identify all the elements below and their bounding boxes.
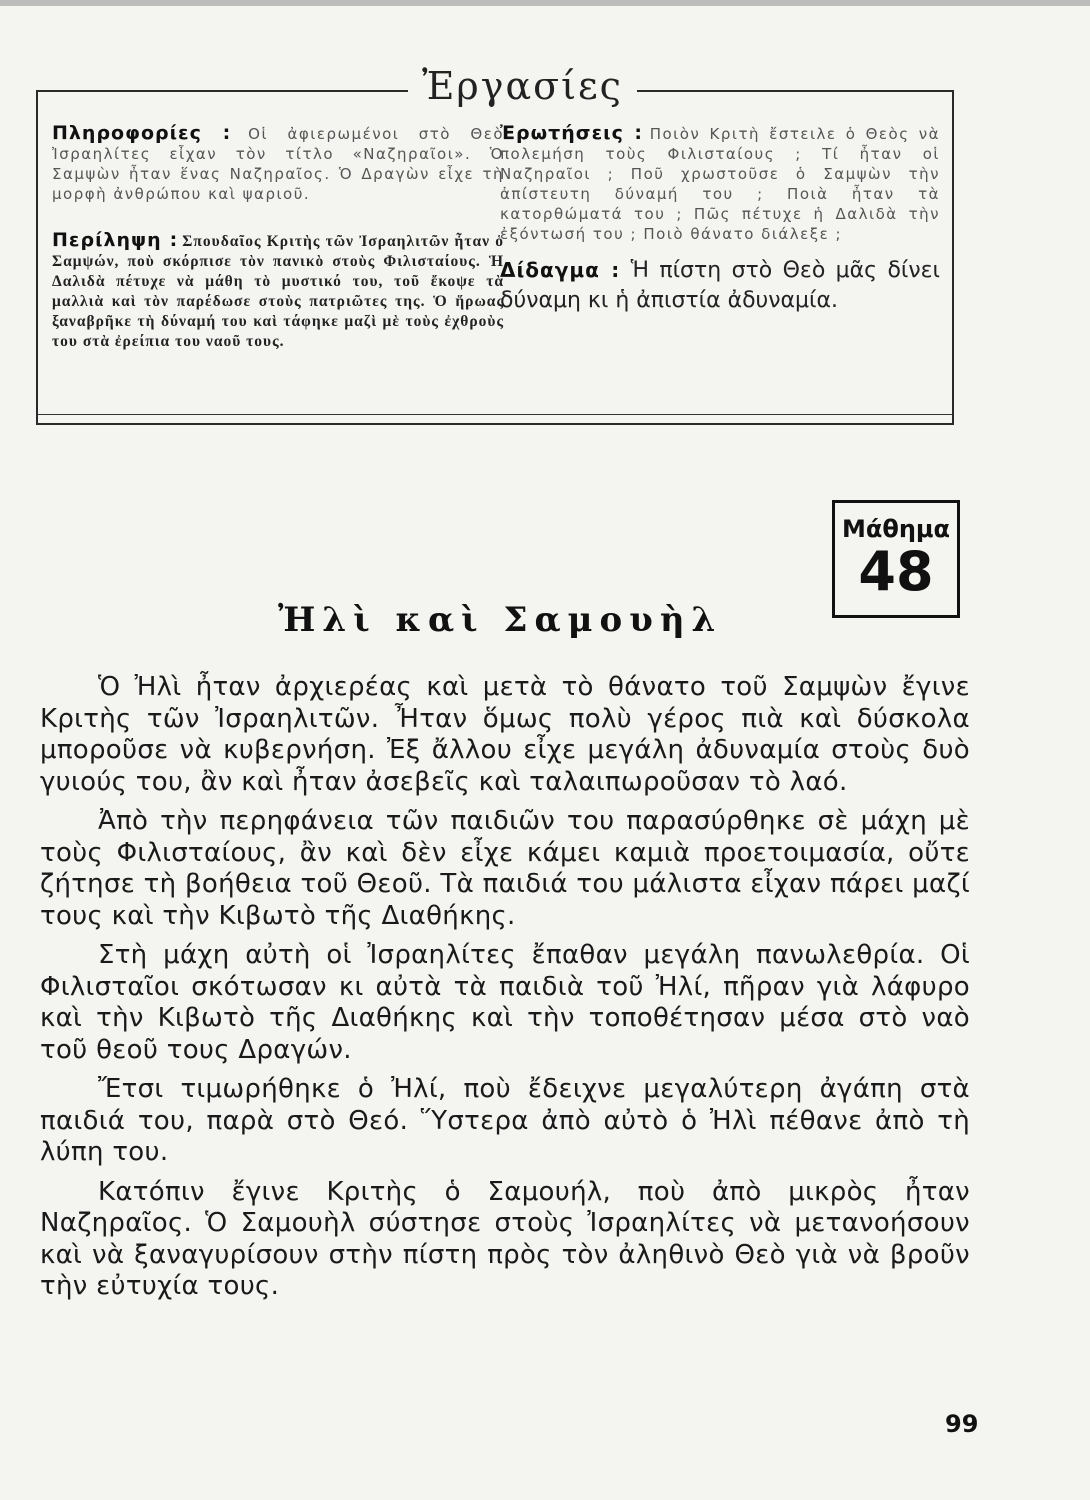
chapter-body xyxy=(40,672,970,1311)
body-paragraph-4: Ἔτσι τιμωρήθηκε ὁ Ἠλί, ποὺ ἔδειχνε μεγαλύτερη ἀγάπη στὰ παιδιά του, παρὰ στὸ Θεό. Ὕστερα ἀπὸ αὐτὸ ὁ Ἠλὶ πέθανε ἀπὸ τὴ λύπη του. xyxy=(40,1074,970,1167)
summary-text: Σπουδαῖος Κριτὴς τῶν Ἰσραηλιτῶν ἦταν ὁ Σαμψών, ποὺ σκόρπισε τὸν πανικὸ στοὺς Φιλισταίους. Ἡ Δαλιδὰ πέτυχε νὰ μάθη τὸ μυστικό του, τοῦ ἔκοψε τὰ μαλλιὰ καὶ τὸν παρέδωσε στοὺς πατριῶτες της. Ὁ ἥρωας ξαναβρῆκε τὴ δύναμή του καὶ τάφηκε μαζὶ μὲ τοὺς ἐχθροὺς του στὰ ἐρείπια του ναοῦ τους. xyxy=(52,233,505,350)
questions-paragraph xyxy=(500,124,940,245)
lesson-label: Δίδαγμα : xyxy=(500,258,621,282)
info-paragraph xyxy=(52,124,504,205)
exercises-box xyxy=(36,64,954,425)
lesson-paragraph xyxy=(500,255,940,316)
chapter-title: Ἠλὶ καὶ Σαμουὴλ xyxy=(278,600,723,640)
lesson-badge xyxy=(832,500,960,618)
body-paragraph-5: Κατόπιν ἔγινε Κριτὴς ὁ Σαμουήλ, ποὺ ἀπὸ μικρὸς ἦταν Ναζηραῖος. Ὁ Σαμουὴλ σύστησε στοὺς Ἰσραηλίτες νὰ μετανοήσουν καὶ νὰ ξαναγυρίσουν στὴν πίστη πρὸς τὸν ἀληθινὸ Θεὸ γιὰ νὰ βροῦν τὴν εὐτυχία τους. xyxy=(40,1176,970,1301)
questions-text: Ποιὸν Κριτὴ ἔστειλε ὁ Θεὸς νὰ πολεμήση τοὺς Φιλισταίους ; Τί ἦταν οἱ Ναζηραῖοι ; Ποῦ χρωστοῦσε ὁ Σαμψὼν τὴν ἀπίστευτη δύναμή του ; Ποιὰ ἦταν τὰ κατορθώματά του ; Πῶς πέτυχε ἡ Δαλιδὰ τὴν ἐξόντωσή του ; Ποιὸ θάνατο διάλεξε ; xyxy=(500,125,941,243)
info-text: Οἱ ἀφιερωμένοι στὸ Θεὸ Ἰσραηλίτες εἶχαν τὸν τίτλο «Ναζηραῖοι». Ὁ Σαμψὼν ἦταν ἕνας Ναζηραῖος. Ὁ Δραγὼν εἶχε τὴ μορφὴ ἀνθρώπου καὶ ψαριοῦ. xyxy=(52,125,505,203)
exercises-right-column xyxy=(500,124,940,316)
page-number: 99 xyxy=(945,1410,979,1438)
exercises-left-column xyxy=(52,124,504,352)
questions-label: Ἐρωτήσεις : xyxy=(500,122,644,144)
body-paragraph-2: Ἀπὸ τὴν περηφάνεια τῶν παιδιῶν του παρασύρθηκε σὲ μάχη μὲ τοὺς Φιλισταίους, ἂν καὶ δὲν εἶχε κάμει καμιὰ προετοιμασία, οὔτε ζήτησε τὴ βοήθεια τοῦ Θεοῦ. Τὰ παιδιά του μάλιστα εἶχαν πάρει μαζί τους καὶ τὴν Κιβωτὸ τῆς Διαθήκης. xyxy=(40,806,970,931)
box-bottom-rule xyxy=(38,414,952,415)
info-label: Πληροφορίες : xyxy=(52,122,232,144)
body-paragraph-3: Στὴ μάχη αὐτὴ οἱ Ἰσραηλίτες ἔπαθαν μεγάλη πανωλεθρία. Οἱ Φιλισταῖοι σκότωσαν κι αὐτὰ τὰ παιδιὰ τοῦ Ἠλί, πῆραν γιὰ λάφυρο καὶ τὴν Κιβωτὸ τῆς Διαθήκης καὶ τὴν τοποθέτησαν μέσα στὸ ναὸ τοῦ θεοῦ τους Δραγών. xyxy=(40,940,970,1065)
lesson-badge-number: 48 xyxy=(858,540,934,603)
lesson-badge-label: Μάθημα xyxy=(841,515,951,543)
summary-paragraph xyxy=(52,231,504,352)
summary-label: Περίληψη : xyxy=(52,229,179,251)
exercises-title: Ἐργασίες xyxy=(408,64,637,108)
lesson-text: Ἡ πίστη στὸ Θεὸ μᾶς δίνει δύναμη κι ἡ ἀπιστία ἀδυναμία. xyxy=(500,258,940,313)
page-top-edge xyxy=(0,0,1090,6)
body-paragraph-1: Ὁ Ἠλὶ ἦταν ἀρχιερέας καὶ μετὰ τὸ θάνατο τοῦ Σαμψὼν ἔγινε Κριτὴς τῶν Ἰσραηλιτῶν. Ἦταν ὅμως πολὺ γέρος πιὰ καὶ δύσκολα μποροῦσε νὰ κυβερνήση. Ἐξ ἄλλου εἶχε μεγάλη ἀδυναμία στοὺς δυὸ γυιούς του, ἂν καὶ ἦταν ἀσεβεῖς καὶ ταλαιπωροῦσαν τὸ λαό. xyxy=(40,672,970,797)
